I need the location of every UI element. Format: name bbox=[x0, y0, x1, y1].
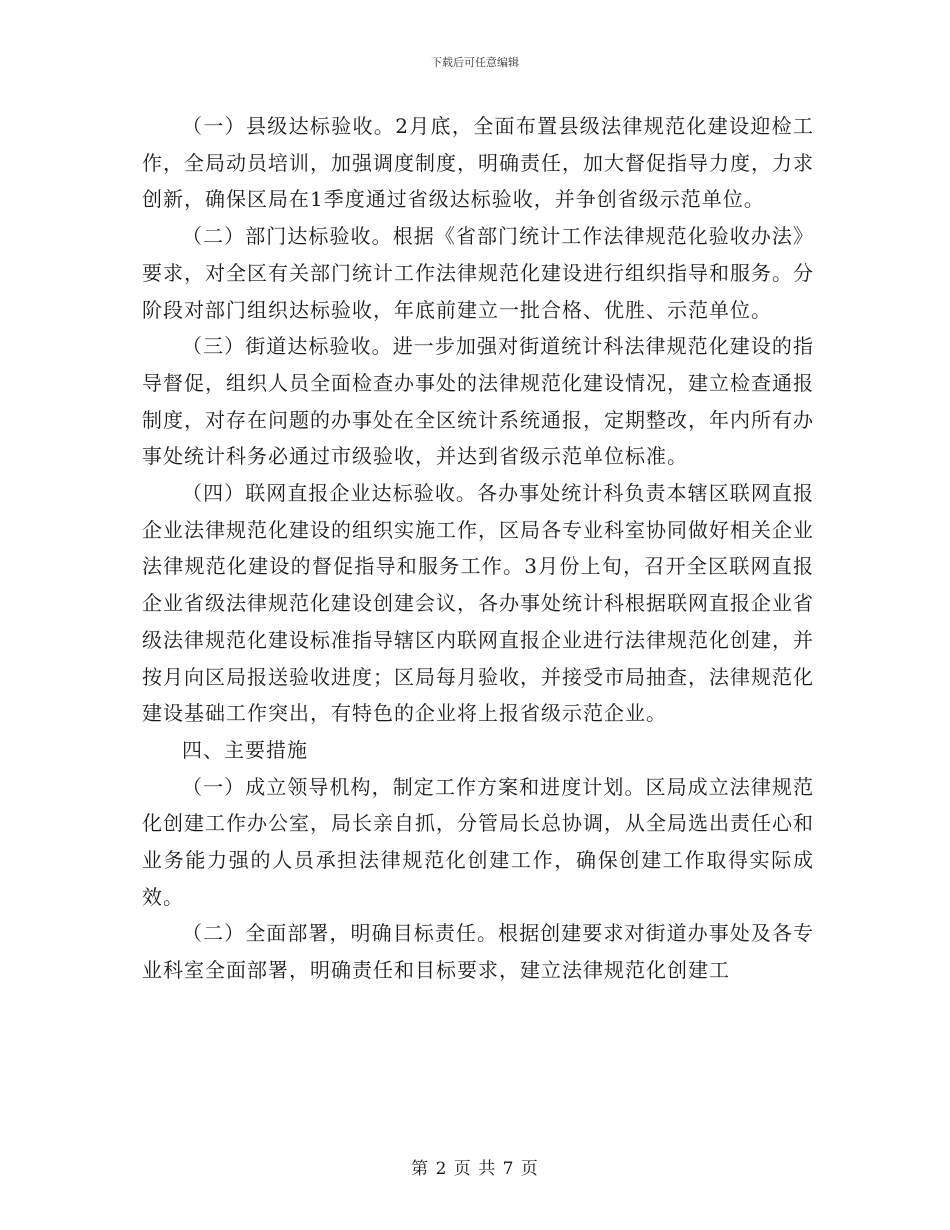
paragraph-street-acceptance: （三）街道达标验收。进一步加强对街道统计科法律规范化建设的指导督促，组织人员全面检查办事处的法律规范化建设情况，建立检查通报制度，对存在问题的办事处在全区统计系统通报，定期整改，年内所有办事处统计科务必通过市级验收，并达到省级示范单位标准。 bbox=[142, 334, 814, 469]
paragraph-enterprise-acceptance: （四）联网直报企业达标验收。各办事处统计科负责本辖区联网直报企业法律规范化建设的组织实施工作，区局各专业科室协同做好相关企业法律规范化建设的督促指导和服务工作。3月份上旬，召开全区联网直报企业省级法律规范化建设创建会议，各办事处统计科根据联网直报企业省级法律规范化建设标准指导辖区内联网直报企业进行法律规范化创建，并按月向区局报送验收进度；区局每月验收，并接受市局抽查，法律规范化建设基础工作突出，有特色的企业将上报省级示范企业。 bbox=[142, 481, 814, 726]
page-footer-number: 第 2 页 共 7 页 bbox=[411, 1159, 539, 1179]
page-header-note: 下载后可任意编辑 bbox=[431, 56, 519, 69]
paragraph-department-acceptance: （二）部门达标验收。根据《省部门统计工作法律规范化验收办法》要求，对全区有关部门统计工作法律规范化建设进行组织指导和服务。分阶段对部门组织达标验收，年底前建立一批合格、优胜、示范单位。 bbox=[142, 224, 814, 322]
document-body bbox=[142, 108, 814, 989]
paragraph-leadership-organization: （一）成立领导机构，制定工作方案和进度计划。区局成立法律规范化创建工作办公室，局长亲自抓，分管局长总协调，从全局选出责任心和业务能力强的人员承担法律规范化创建工作，确保创建工作取得实际成效。 bbox=[142, 774, 814, 909]
paragraph-deployment-responsibility: （二）全面部署，明确目标责任。根据创建要求对街道办事处及各专业科室全面部署，明确责任和目标要求，建立法律规范化创建工 bbox=[142, 921, 814, 983]
section-heading-main-measures: 四、主要措施 bbox=[182, 737, 308, 762]
paragraph-county-acceptance: （一）县级达标验收。2月底，全面布置县级法律规范化建设迎检工作，全局动员培训，加强调度制度，明确责任，加大督促指导力度，力求创新，确保区局在1季度通过省级达标验收，并争创省级示范单位。 bbox=[142, 114, 814, 212]
